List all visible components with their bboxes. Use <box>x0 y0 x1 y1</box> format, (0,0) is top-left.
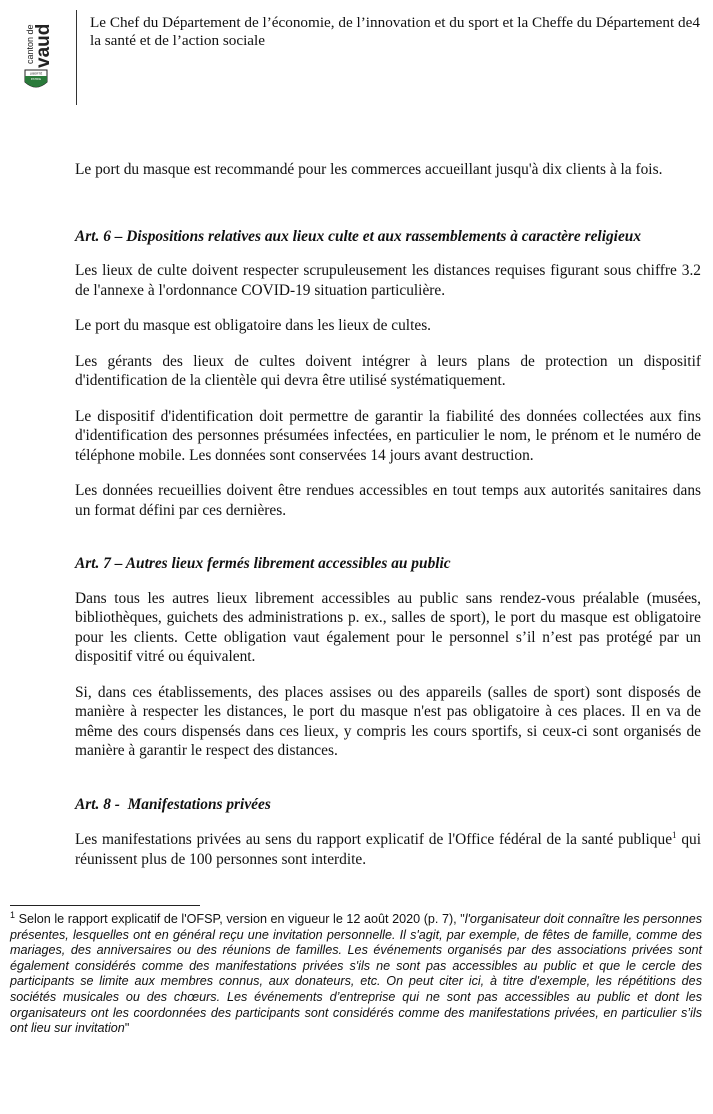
art7-paragraph-1: Dans tous les autres lieux librement accessibles au public sans rendez-vous préalable (musées, bibliothèques, guichets des administrations p. ex., salles de sport), le port du masque est obligatoire pour les clients. Cette obligation vaut également pour le personnel s’il n’est pas protégé par un dispositif vitré ou équivalent. <box>75 589 701 665</box>
art6-paragraph-5: Les données recueillies doivent être rendues accessibles en tout temps aux autorités sanitaires dans un format défini par ces dernières. <box>75 482 701 519</box>
art6-paragraph-3: Les gérants des lieux de cultes doivent intégrer à leurs plans de protection un dispositif d'identification de la clientèle qui devra être utilisé systématiquement. <box>75 352 701 389</box>
art6-paragraph-1: Les lieux de culte doivent respecter scrupuleusement les distances requises figurant sous chiffre 3.2 de l'annexe à l'ordonnance COVID-19 situation particulière. <box>75 262 701 299</box>
footnote-number: 1 <box>10 909 16 920</box>
page-number: 4 <box>692 14 700 31</box>
art6-paragraph-4: Le dispositif d'identification doit permettre de garantir la fiabilité des données collectées aux fins d'identification des personnes présumées infectées, en particulier le nom, le prénom et le numéro de téléphone mobile. Les données sont conservées 14 jours avant destruction. <box>75 407 701 464</box>
art8-title: Art. 8 - Manifestations privées <box>75 795 271 813</box>
svg-text:LIBERTÉ: LIBERTÉ <box>29 71 43 76</box>
art7-paragraph-2: Si, dans ces établissements, des places assises ou des appareils (salles de sport) sont disposés de manière à respecter les distances, le port du masque n'est pas obligatoire à ces places. Il en va de même des cours dispensés dans ces lieux, y compris les cours sportifs, si ceux-ci sont organisés de manière à garantir le respect des distances. <box>75 683 701 759</box>
canton-vaud-logo <box>22 12 56 92</box>
footnote-reference[interactable]: 1 <box>672 829 677 840</box>
paragraph-intro: Le port du masque est recommandé pour les commerces accueillant jusqu'à dix clients à la fois. <box>75 161 663 178</box>
document-header: Le Chef du Département de l’économie, de l’innovation et du sport et la Cheffe du Département de la santé et de l’action sociale <box>90 14 693 49</box>
art8-paragraph-1 <box>75 830 701 869</box>
footnote-tail: " <box>124 1021 130 1036</box>
footnote-separator <box>10 905 200 906</box>
svg-text:vaud: vaud <box>33 23 54 68</box>
art6-paragraph-2: Le port du masque est obligatoire dans les lieux de cultes. <box>75 317 432 334</box>
art7-title: Art. 7 – Autres lieux fermés librement accessibles au public <box>75 555 451 572</box>
footnote-lead: Selon le rapport explicatif de l'OFSP, version en vigueur le 12 août 2020 (p. 7), " <box>15 912 465 926</box>
header-divider <box>76 10 77 105</box>
art6-title: Art. 6 – Dispositions relatives aux lieux culte et aux rassemblements à caractère religieux <box>75 227 642 245</box>
footnote-quote: l'organisateur doit connaître les personnes présentes, lesquelles ont en général reçu une invitation personnelle. Il s'agit, par exemple, de fêtes de famille, comme des mariages, des anniversaires ou des réunions de familles. Les événements organisés par des associations privées sont également considérés comme des manifestations privées s'ils ne sont pas accessibles au public et que le cercle des participants se limite aux membres connus, aux donateurs, etc. On peut citer ici, à titre d'exemple, les répétitions des sociétés musicales ou des chœurs. Les événements d’entreprise qui ne sont pas accessibles au public et dont les organisateurs ont les coordonnées des participants sont considérés comme des manifestations privées, en particulier s’ils ont lieu sur invitation <box>10 912 702 1036</box>
footnote <box>10 909 702 1037</box>
document-body <box>75 160 701 869</box>
svg-text:canton de: canton de <box>25 24 35 64</box>
art8-text-end: qui réunissent plus de 100 personnes sont interdite. <box>75 831 701 868</box>
art8-text: Les manifestations privées au sens du rapport explicatif de l'Office fédéral de la santé publique <box>75 831 673 848</box>
svg-text:PATRIE: PATRIE <box>30 77 42 81</box>
